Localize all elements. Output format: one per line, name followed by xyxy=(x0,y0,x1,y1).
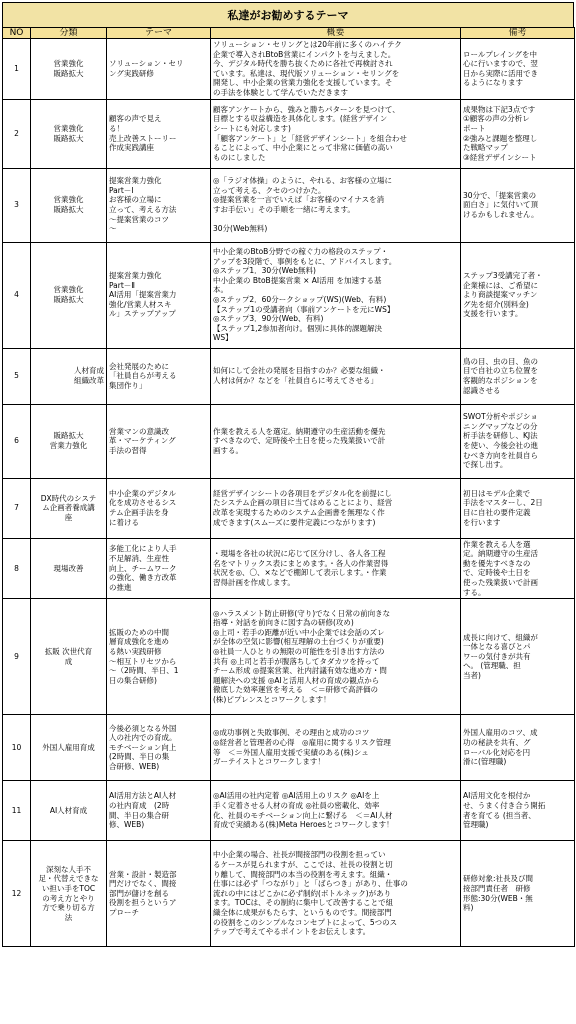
table-row xyxy=(3,99,575,168)
row-category: AI人材育成 xyxy=(31,781,107,841)
table-row xyxy=(3,538,575,599)
row-note: 初日はモデル企業で 手法をマスターし、2日 目に自社の要件定義 を行います xyxy=(461,478,575,538)
table-row xyxy=(3,841,575,947)
row-note: SWOT分析やポジショ ニングマップなどの分 析手法を研修し、KJ法 を使い、今後会社の進 むべき方向を社員自ら で探し出す。 xyxy=(461,404,575,478)
table-row xyxy=(3,39,575,100)
row-category: DX時代のシステ ム企画者養成講 座 xyxy=(31,478,107,538)
themes-table xyxy=(2,27,575,947)
row-summary: ◎成功事例と失敗事例、その理由と成功のコツ ◎経営者と管理者の心得 ◎雇用に関するリスク管理 等 ＜＝外国人雇用支援で実績のある(株)シュ ガーテイストとコワークします！ xyxy=(211,715,461,781)
row-category: 拡販 次世代育 成 xyxy=(31,599,107,715)
table-row xyxy=(3,404,575,478)
row-no: 1 xyxy=(3,39,31,100)
row-category: 現場改善 xyxy=(31,538,107,599)
table-row xyxy=(3,478,575,538)
table-row xyxy=(3,348,575,404)
row-no: 4 xyxy=(3,242,31,348)
row-summary: 中小企業の場合、社長が間接部門の役割を担ってい るケースが見られますが、ここでは、社長の役割と切 り離して、間接部門の本当の役割を考えます。組織・ 仕事には必ず「つながり」と「ばらつき」があり、仕事の 流れの中にはどこかに必ず制約(ボトルネック)があり ます。TOCは、その制約に集中して改善することで組 織全体に成果がもたらす、というものです。間接部門 の役割をこのシンプルなコンセプトによって、5つのス テップで考えてやるポイントをお伝えします。 xyxy=(211,841,461,947)
row-no: 10 xyxy=(3,715,31,781)
row-theme: 提案営業力強化 Part－Ⅰ お客様の立場に 立って、考える方法 ～提案営業のコツ ～ xyxy=(107,168,211,242)
row-summary: ◎ハラスメント防止研修(守り)でなく日常の前向きな 指導・対話を前向きに図す為の研修(攻め) ◎上司・若手の距離が近い中小企業では会話のズレ が全体の空気に影響(相互理解の土台づくりが重要) ◎社員一人ひとりの無限の可能性を引き出す方法の 共有 ◎上司と若手が腹落ちしてタダカツを持って チーム形成 ◎提案営業、社内討議有効な進め方・問 題解決への支援 ◎AIと活用人材の育成の観点から 徹底した効率運営を考える ＜＝研修で高評価の (株)ピプレンスとコワークします！ xyxy=(211,599,461,715)
row-no: 11 xyxy=(3,781,31,841)
row-category: 営業強化 販路拡大 xyxy=(31,39,107,100)
row-theme: 会社発展のために 「社員自らが考える 集団作り」 xyxy=(107,348,211,404)
row-category: 営業強化 販路拡大 xyxy=(31,242,107,348)
row-no: 5 xyxy=(3,348,31,404)
row-theme: 多能工化により人手 不足解消、生産性 向上、チームワーク の強化、働き方改革 の推進 xyxy=(107,538,211,599)
row-category: 外国人雇用育成 xyxy=(31,715,107,781)
table-row xyxy=(3,599,575,715)
row-summary: ◎「ラジオ体操」のように、やれる、お客様の立場に 立って考える、クセのつけかた。 ◎提案営業を一言でいえば「お客様のマイナスを消 すお手伝い」その手順を一緒に考えます。 30分(Web無料) xyxy=(211,168,461,242)
row-note: ロールプレイングを中 心に行いますので、翌 日から実際に活用でき るようになります xyxy=(461,39,575,100)
row-theme: 顧客の声で見え る！ 売上改善ストーリー 作成実践講座 xyxy=(107,99,211,168)
row-category: 人材育成 組織改革 xyxy=(31,348,107,404)
row-note: 30分で、「提案営業の 面白さ」に気付いて頂 けるかもしれません。 xyxy=(461,168,575,242)
row-theme: 拡販のための中間 層育成強化を進め る熱い実践研修 ～相互トリセツから ～（2時間、半日、1 日の集合研修) xyxy=(107,599,211,715)
row-theme: 営業・設計・製造部 門だけでなく、間接 部門が儲けを創る 役割を担うというア プローチ xyxy=(107,841,211,947)
row-note: 成果物は下記3点です ①顧客の声の分析レ ポート ②強みと課題を整理し た戦略マップ ③経営デザインシート xyxy=(461,99,575,168)
table-row xyxy=(3,242,575,348)
row-no: 12 xyxy=(3,841,31,947)
column-header-no: NO xyxy=(3,28,31,39)
page-title: 私達がお勧めするテーマ xyxy=(2,2,574,28)
row-theme: 提案営業力強化 Part－Ⅱ AI活用「提案営業力 強化/営業人材スキ ル」ステップアップ xyxy=(107,242,211,348)
row-theme: 今後必須となる外国 人の社内での育成。 モチベーション向上 (2時間、半日の集 合研修、WEB) xyxy=(107,715,211,781)
row-summary: ・現場を各社の状況に応じて区分けし、各人各工程 名をマトリックス表にまとめます。・各人の作業習得 状況を◎、〇、×などで棚卸して表示します。・作業 習得計画を作成します。 xyxy=(211,538,461,599)
table-row xyxy=(3,715,575,781)
row-summary: ◎AI活用の社内定着 ◎AI活用上のリスク ◎AIを上 手く定着させる人材の育成 ◎社員の密載化、効率 化、社員のモチベーション向上に繋げる ＜＝AI人材 育成で実績ある(株)Meta Heroesとコワークします！ xyxy=(211,781,461,841)
row-note: 作業を教える人を選 定。納期遵守の生産活 動を優先すべきなの で、定時後や土日を 使った残業扱いで計画 する。 xyxy=(461,538,575,599)
row-no: 3 xyxy=(3,168,31,242)
table-header-row xyxy=(3,28,575,39)
column-header-summary: 概要 xyxy=(211,28,461,39)
row-note: 外国人雇用のコツ、成 功の秘訣を共有、グ ローバル化対応を円 滑に(管理職) xyxy=(461,715,575,781)
row-no: 7 xyxy=(3,478,31,538)
row-category: 営業強化 販路拡大 xyxy=(31,168,107,242)
row-summary: 如何にして会社の発展を目指すのか？必要な組織・ 人材は何か？などを「社員自らに考えてさせる」 xyxy=(211,348,461,404)
row-theme: AI活用方法とAI人材 の社内育成 (2時 間、半日の集合研 修、WEB) xyxy=(107,781,211,841)
row-summary: 作業を教える人を選定。納期遵守の生産活動を優先 すべきなので、定時後や土日を使った残業扱いで計 画する。 xyxy=(211,404,461,478)
row-no: 9 xyxy=(3,599,31,715)
row-category: 販路拡大 営業力強化 xyxy=(31,404,107,478)
row-summary: 顧客アンケートから、強みと勝ちパターンを見つけて、 目標とする収益構造を具体化します。(経営デザイン シートにも対応します) 「顧客アンケート」と「経営デザインシート」を組合わせ ることによって、中小企業にとって非常に価値の高い ものにしました xyxy=(211,99,461,168)
row-category: 深刻な人手不 足・代替えできな い担い手をTOC の考え方とやり 方で乗り切る方 法 xyxy=(31,841,107,947)
row-note: 研修対象:社長及び間 接部門責任者 研修 形態:30分(WEB・無 料) xyxy=(461,841,575,947)
column-header-note: 備考 xyxy=(461,28,575,39)
row-no: 8 xyxy=(3,538,31,599)
row-summary: 中小企業のBtoB分野での稼ぐ力の格段のステップ・ アップを3段階で、事例をもとに、アドバイスします。 ◎ステップ1．30分(Web無料) 中小企業の BtoB提案営業 × AI活用 を加速する基 本。 ◎ステップ2．60分ークショップ(WS)(Web、有料) 【ステップ1の受講者向（事前アンケートを元にWS】 ◎ステップ3．90分(Web、有料) 【ステップ1,2参加者向け。個別に具体的課題解決 WS】 xyxy=(211,242,461,348)
row-theme: 営業マンの意識改 革・マーケティング 手法の習得 xyxy=(107,404,211,478)
row-summary: ソリューション・セリングとは20年前に多くのハイテク 企業で導入されBtoB営業にインパクトを与えました。 今、デジタル時代を勝ち抜くために各社で再検討され ています。私達は、現代版ソリューション・セリングを 開発し、中小企業の営業力強化を支援しています。そ の手法を体験として学んでいただきます xyxy=(211,39,461,100)
column-header-category: 分類 xyxy=(31,28,107,39)
row-note: 鳥の目、虫の目、魚の 目で自社の立ち位置を 客観的なポジションを 認識させる xyxy=(461,348,575,404)
row-note: ステップ3受講完了者・ 企業様には、ご希望に より商談提案マッチン グ先を紹介(別料金) 支援を行います。 xyxy=(461,242,575,348)
row-summary: 経営デザインシートの各項目をデジタル化を前提にし たシステム企画の項目に当てはめることにより、経営 改革を実現するためのシステム企画書を無理なく作 成できます(スムーズに要件定義につながります) xyxy=(211,478,461,538)
row-no: 2 xyxy=(3,99,31,168)
row-theme: ソリューション・セリ ング実践研修 xyxy=(107,39,211,100)
table-row xyxy=(3,781,575,841)
column-header-theme: テーマ xyxy=(107,28,211,39)
row-no: 6 xyxy=(3,404,31,478)
table-row xyxy=(3,168,575,242)
row-note: 成長に向けて、組織が 一体となる喜びとパ ワーの気付きが共有 へ。 (管理職、担 当者) xyxy=(461,599,575,715)
row-category: 営業強化 販路拡大 xyxy=(31,99,107,168)
row-note: AI活用文化を根付か せ、うまく付き合う開拓 者を育てる (担当者、 管理職) xyxy=(461,781,575,841)
row-theme: 中小企業のデジタル 化を成功させるシス テム企画手法を身 に着ける xyxy=(107,478,211,538)
